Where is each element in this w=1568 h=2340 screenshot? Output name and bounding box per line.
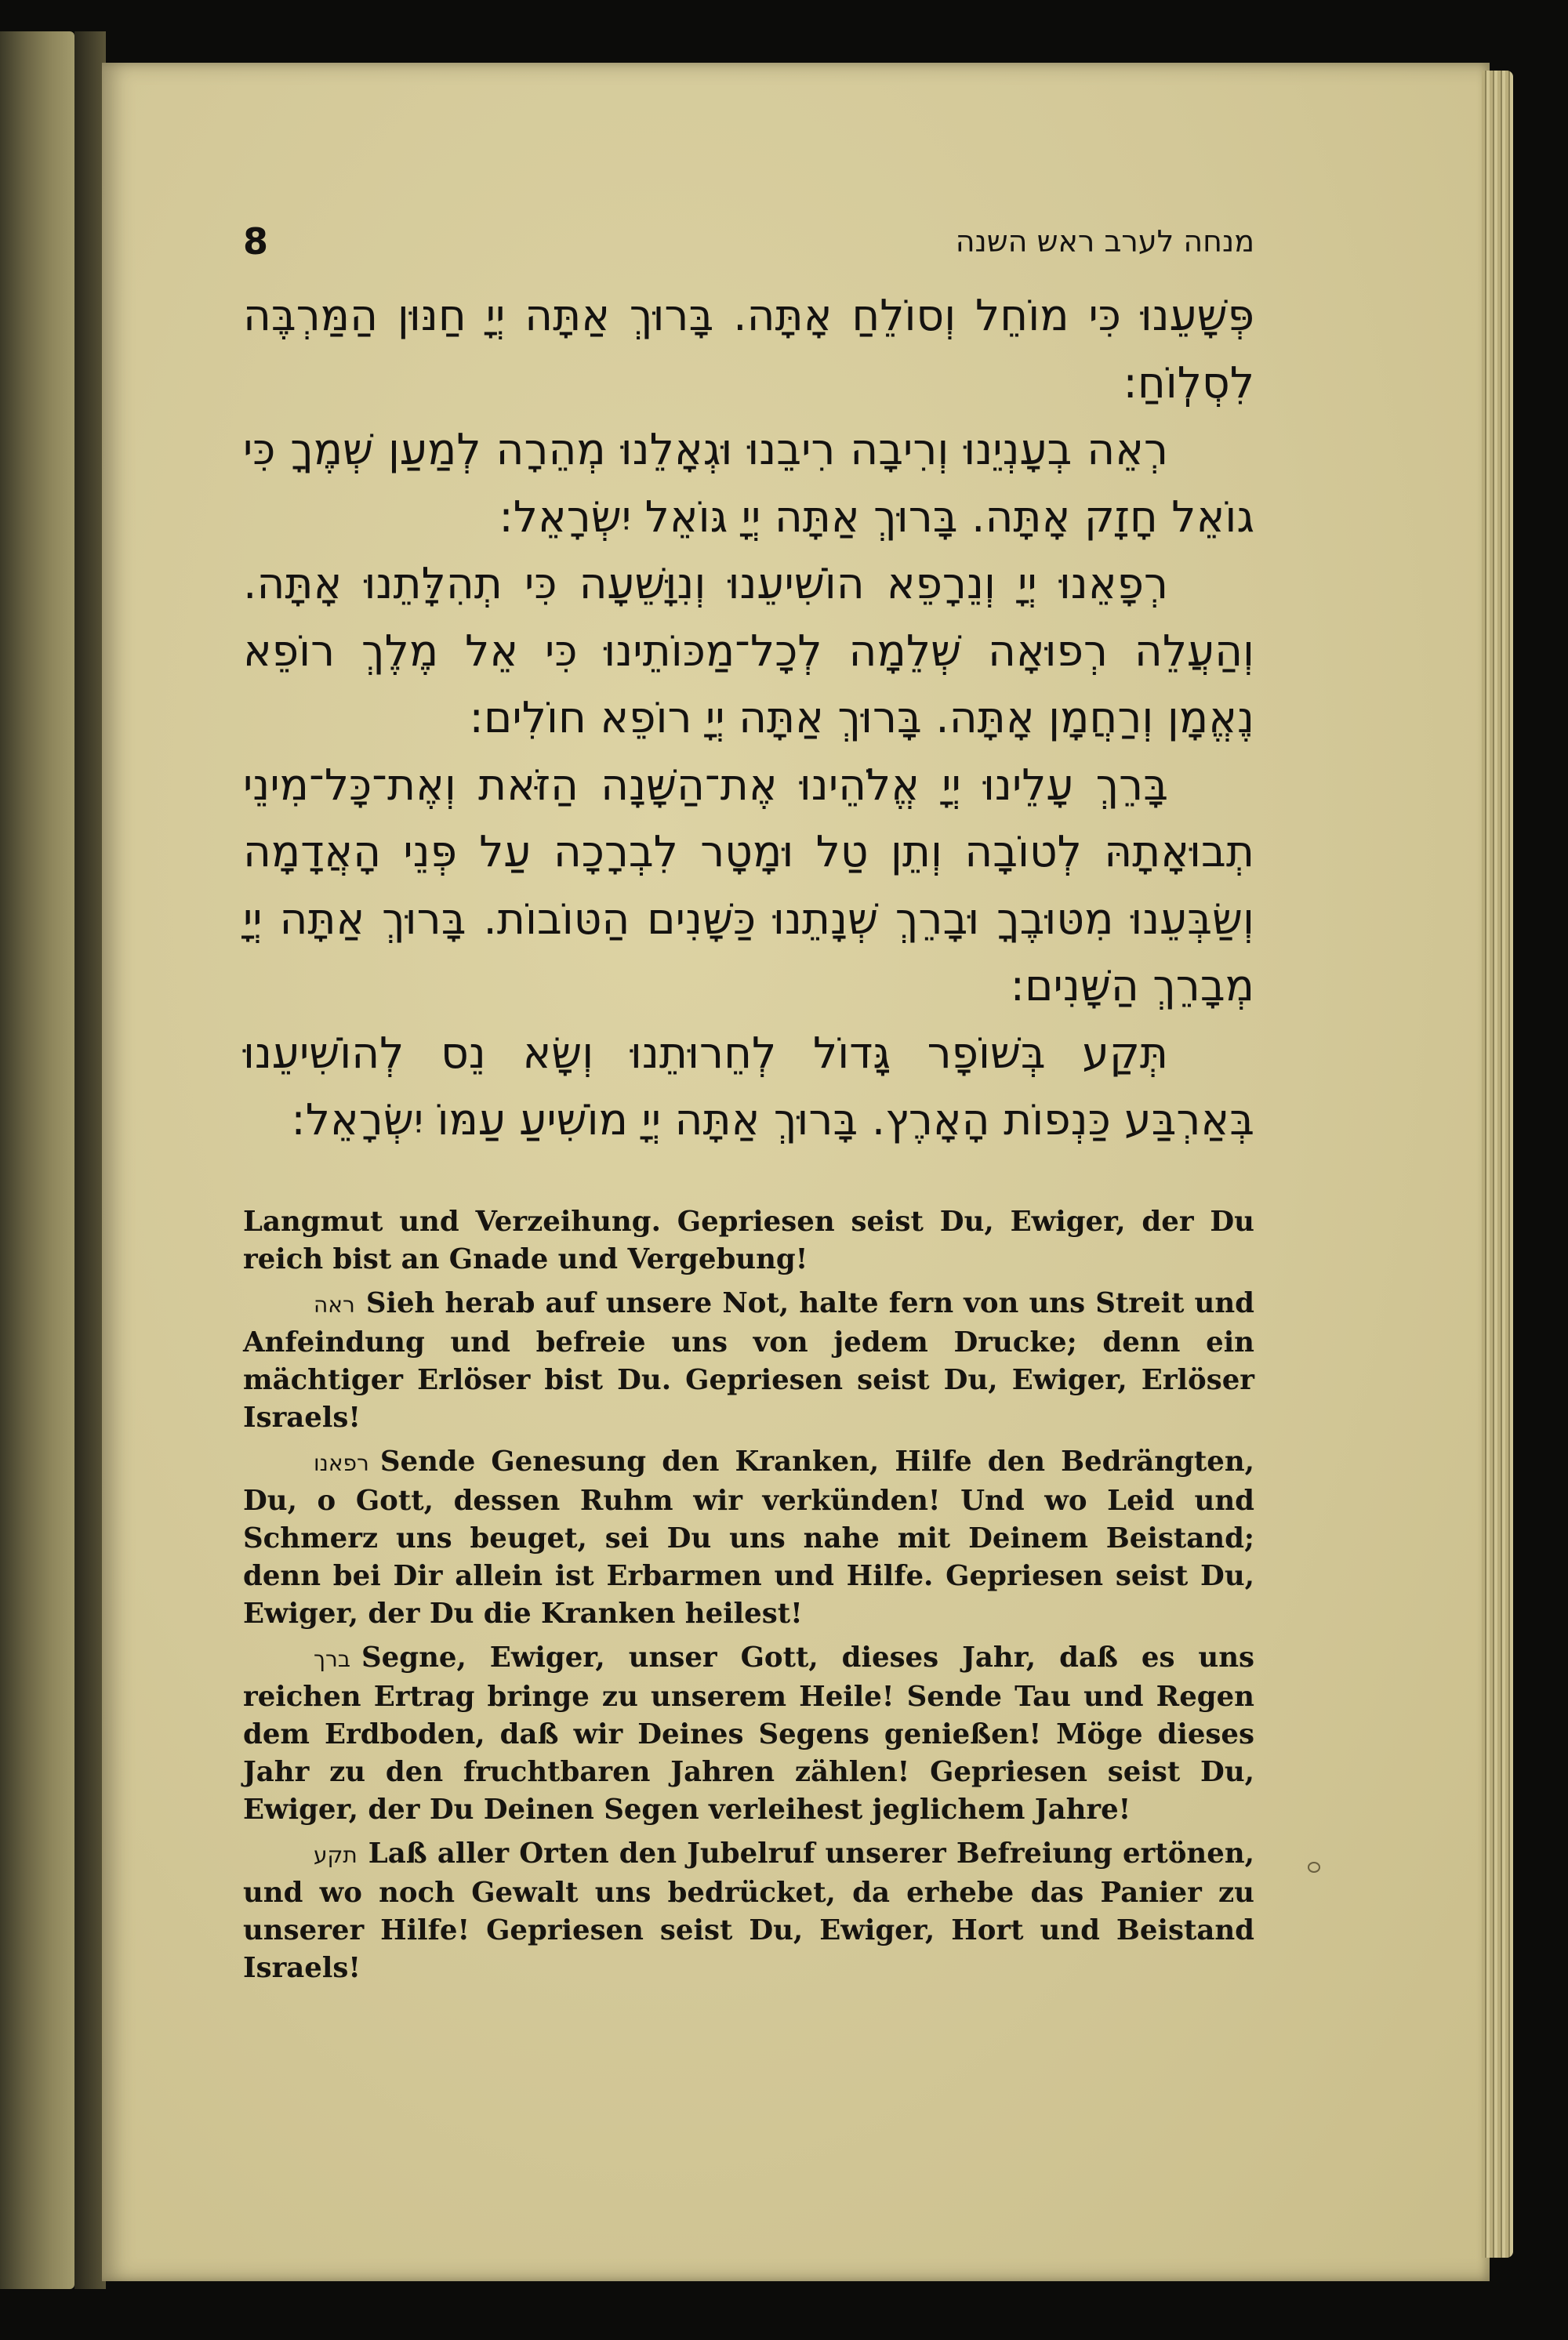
hebrew-paragraph: פְּשָׁעֵנוּ כִּי מוֹחֵל וְסוֹלֵחַ אָתָּה. בָּרוּךְ אַתָּה יְיָ חַנּוּן הַמַּרְבֶּה לִסְלֽוֹחַ: bbox=[243, 290, 1254, 408]
book-gutter bbox=[74, 31, 106, 2289]
german-paragraph bbox=[243, 1443, 1254, 1633]
german-translation bbox=[243, 1203, 1254, 1994]
page-header bbox=[243, 218, 1254, 265]
german-paragraph bbox=[243, 1203, 1254, 1279]
german-paragraph-text: Laß aller Orten den Jubelruf unserer Befreiung ertönen, und wo noch Gewalt uns bedrücket, da erhebe das Panier zu unserer Hilfe! Gepriesen seist Du, Ewiger, Hort und Beistand Israels! bbox=[243, 1838, 1254, 1984]
hebrew-paragraph: בָּרֵךְ עָלֵינוּ יְיָ אֱלֹהֵינוּ אֶת־הַשָּׁנָה הַזֹּאת וְאֶת־כָּל־מִינֵי תְבוּאָתָהּ לְטוֹבָה וְתֵן טַל וּמָטָר לִבְרָכָה עַל פְּנֵי הָאֲדָמָה וְשַׂבְּעֵנוּ מִטּוּבֶךָ וּבָרֵךְ שְׁנָתֵנוּ כַּשָּׁנִים הַטּוֹבוֹת. בָּרוּךְ אַתָּה יְיָ מְבָרֵךְ הַשָּׁנִים: bbox=[243, 759, 1254, 1010]
hebrew-cue-word: ברך bbox=[314, 1646, 351, 1672]
hebrew-cue-word: תקע bbox=[314, 1842, 358, 1868]
left-page-edge bbox=[0, 31, 74, 2289]
hebrew-cue-word: ראה bbox=[314, 1292, 355, 1318]
german-paragraph-text: Sieh herab auf unsere Not, halte fern von uns Streit und Anfeindung und befreie uns von jedem Drucke; denn ein mächtiger Erlöser bist Du. Gepriesen seist Du, Ewiger, Erlöser Israels! bbox=[243, 1287, 1254, 1434]
running-title: מנחה לערב ראש השנה bbox=[955, 224, 1254, 259]
german-paragraph bbox=[243, 1835, 1254, 1987]
hebrew-cue-word: רפאנו bbox=[314, 1450, 369, 1476]
hebrew-text bbox=[243, 282, 1254, 1154]
paper-blemish bbox=[1308, 1862, 1320, 1873]
german-paragraph-text: Langmut und Verzeihung. Gepriesen seist Du, Ewiger, der Du reich bist an Gnade und Vergebung! bbox=[243, 1206, 1254, 1275]
page-number: 8 bbox=[243, 220, 269, 263]
german-paragraph bbox=[243, 1285, 1254, 1437]
german-paragraph bbox=[243, 1639, 1254, 1829]
hebrew-paragraph: תְּקַע בְּשׁוֹפָר גָּדוֹל לְחֵרוּתֵנוּ וְשָׂא נֵס לְהוֹשִׁיעֵנוּ בְּאַרְבַּע כַּנְפוֹת הָאָרֶץ. בָּרוּךְ אַתָּה יְיָ מוֹשִׁיעַ עַמּוֹ יִשְׂרָאֵל: bbox=[243, 1027, 1254, 1145]
hebrew-paragraph: רְאֵה בְעָנְיֵנוּ וְרִיבָה רִיבֵנוּ וּגְאָלֵנוּ מְהֵרָה לְמַעַן שְׁמֶךָ כִּי גוֹאֵל חָזָק אָתָּה. בָּרוּךְ אַתָּה יְיָ גּוֹאֵל יִשְׂרָאֵל: bbox=[243, 424, 1254, 542]
page-stack-edges bbox=[1482, 71, 1513, 2258]
hebrew-paragraph: רְפָאֵנוּ יְיָ וְנֵרָפֵא הוֹשִׁיעֵנוּ וְנִוָּשֵׁעָה כִּי תְהִלָּתֵנוּ אָתָּה. וְהַעֲלֵה רְפוּאָה שְׁלֵמָה לְכָל־מַכּוֹתֵינוּ כִּי אֵל מֶלֶךְ רוֹפֵא נֶאֱמָן וְרַחֲמָן אָתָּה. בָּרוּךְ אַתָּה יְיָ רוֹפֵא חוֹלִים: bbox=[243, 558, 1254, 742]
german-paragraph-text: Sende Genesung den Kranken, Hilfe den Bedrängten, Du, o Gott, dessen Ruhm wir verkünden! Und wo Leid und Schmerz uns beuget, sei Du uns nahe mit Deinem Beistand; denn bei Dir allein ist Erbarmen und Hilfe. Gepriesen seist Du, Ewiger, der Du die Kranken heilest! bbox=[243, 1446, 1254, 1630]
german-paragraph-text: Segne, Ewiger, unser Gott, dieses Jahr, daß es uns reichen Ertrag bringe zu unserem Heile! Sende Tau und Regen dem Erdboden, daß wir Deines Segens genießen! Möge dieses Jahr zu den fruchtbaren Jahren zählen! Gepriesen seist Du, Ewiger, der Du Deinen Segen verleihest jeglichem Jahre! bbox=[243, 1642, 1254, 1826]
